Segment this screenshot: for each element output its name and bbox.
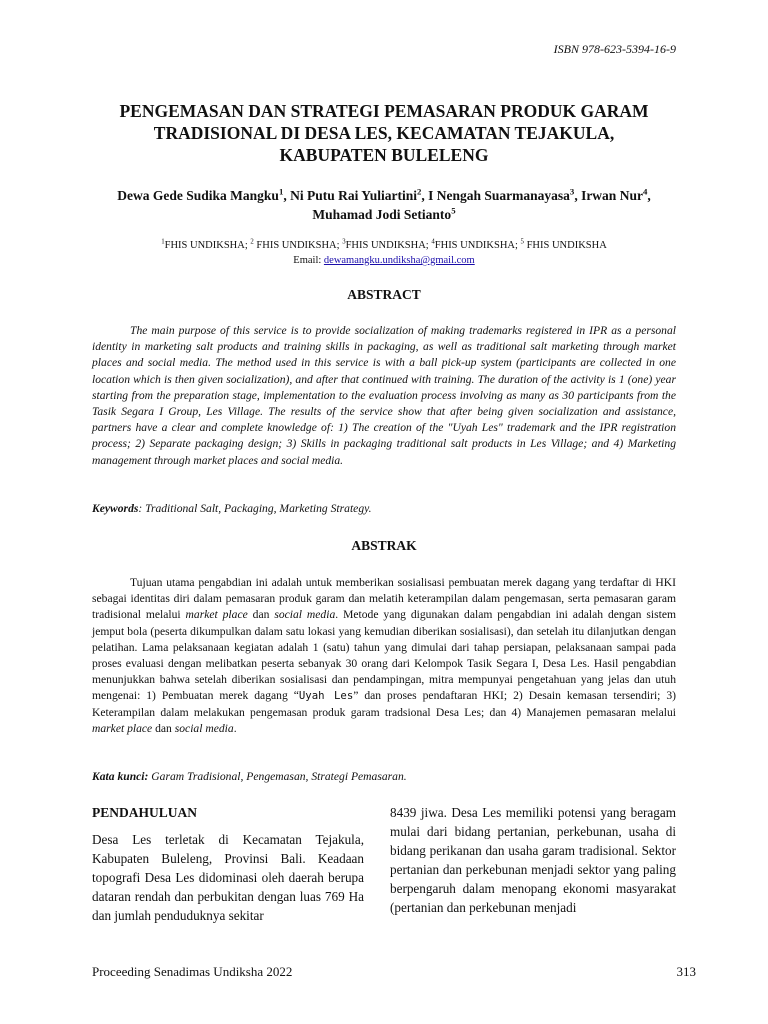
author-name: , Ni Putu Rai Yuliartini [283,188,417,203]
trademark-name: Uyah Les [298,689,354,703]
kata-kunci-line [92,770,676,783]
authors-line-1 [70,186,698,205]
abstrak-segment: Tujuan utama pengabdian ini adalah untuk memberikan sosialisasi pembuatan merek dagang yang terdaftar di HKI sebagai identitas diri dalam pemasaran produk garam dan melatih keterampilan dalam pengemasan, serta pemasaran garam tradisional melalui [92,576,676,622]
author-superscript: 2 [417,186,422,197]
abstrak-segment: ” dan proses pendaftaran HKI; 2) Desain kemasan tersendiri; 3) Keterampilan dalam melakukan pengemasan produk garam tradsional Desa Les; dan 4) Manajemen pemasaran melalui [92,689,677,719]
author-name: Muhamad Jodi Setianto [312,207,452,222]
abstrak-segment: dan [152,721,175,735]
affiliation-superscript: 2 [250,238,254,246]
keywords-text: : Traditional Salt, Packaging, Marketing Strategy. [138,502,372,515]
isbn-header: ISBN 978-623-5394-16-9 [553,42,676,56]
title-line-3: KABUPATEN BULELENG [279,145,489,165]
email-link[interactable]: dewamangku.undiksha@gmail.com [323,255,475,266]
affiliation-text: FHIS UNDIKSHA; [164,240,251,251]
author-name: Dewa Gede Sudika Mangku [117,188,279,203]
abstrak-italic: market place [92,721,153,735]
title-line-2: TRADISIONAL DI DESA LES, KECAMATAN TEJAKULA, [153,123,615,143]
affiliation-text: FHIS UNDIKSHA [523,240,607,251]
affiliation-text: FHIS UNDIKSHA; [253,240,343,251]
paper-title [80,100,688,166]
intro-right-column: 8439 jiwa. Desa Les memiliki potensi yang beragam mulai dari bidang pertanian, perkebunan, usaha di bidang perikanan dan usaha garam tradisional. Sektor pertanian dan perkebunan menjadi sektor yang paling berpengaruh dalam menopang ekonomi masyarakat (pertanian dan perkebunan menjadi [390,805,676,915]
page-number: 313 [676,964,696,979]
affiliation-text: FHIS UNDIKSHA; [345,240,432,251]
author-name: , Irwan Nur [574,188,643,203]
affiliations [70,238,698,268]
authors-line-2 [70,205,698,224]
abstrak-text [92,575,676,737]
abstrak-segment: dan [247,608,275,622]
abstrak-italic: social media [274,608,336,622]
email-line [70,253,698,268]
author-superscript: 4 [642,186,648,197]
affiliation-superscript: 5 [520,238,524,246]
author-superscript: 3 [569,186,575,197]
abstract-heading: ABSTRACT [347,287,421,302]
author-name: , I Nengah Suarmanayasa [421,188,570,203]
affiliation-superscript: 3 [342,238,346,246]
kata-kunci-text: Garam Tradisional, Pengemasan, Strategi Pemasaran. [148,770,407,783]
affiliation-superscript: 4 [431,238,435,246]
abstrak-segment: . Metode yang digunakan dalam pengabdian ini adalah dengan sistem jemput bola (peserta dikumpulkan dalam satu lokasi yang kemudian diberikan sosialisasi), dan setelah itu dilanjutkan dengan pelatihan. Lama pelaksanaan kegiatan adalah 1 (satu) tahun yang dimulai dari tahap persiapan, pelaksanaan sampai pada proses evaluasi dengan melibatkan peserta sebanyak 30 orang dari Kelompok Tasik Segara I, Desa Les. Hasil pengabdian menunjukkan bahwa setelah diberikan sosialisasi dan pendampingan, mitra mempunyai pengetahuan yang jelas dan utuh mengenai: 1) Pembuatan merek dagang “ [92,608,676,703]
email-label: Email: [293,255,324,266]
author-superscript: 5 [451,205,456,216]
abstrak-heading: ABSTRAK [351,538,417,553]
abstract-text: The main purpose of this service is to provide socialization of making trademarks registered in IPR as a personal identity in marketing salt products and training skills in packaging, as well as traditional salt marketing through market places and social media. The method used in this service is with a ball pick-up system (participants are collected in one location which is then given socialization), and after that continued with training. The duration of the activity is 1 (one) year starting from the preparation stage, implementation to the evaluation process involving as many as 30 participants from the Tasik Segara I Group, Les Village. The results of the service show that after being given socialization and assistance, partners have a clear and complete knowledge of: 1) The creation of the "Uyah Les" trademark and the IPR registration process; 2) Separate packaging design; 3) Skills in packaging traditional salt products in Les Village; and 4) Marketing management through market places and social media. [92,324,676,467]
abstrak-segment: . [233,721,237,735]
author-superscript: 1 [278,186,284,197]
author-list [70,186,698,224]
affiliation-text: FHIS UNDIKSHA; [434,240,521,251]
section-heading-pendahuluan: PENDAHULUAN [92,805,198,820]
keywords-line [92,502,676,515]
author-separator: , [647,188,651,203]
keywords-label: Keywords [92,502,139,515]
kata-kunci-label: Kata kunci: [92,770,149,783]
affiliation-line [70,238,698,253]
footer-proceeding: Proceeding Senadimas Undiksha 2022 [92,964,293,979]
abstrak-italic: social media [174,721,234,735]
title-line-1: PENGEMASAN DAN STRATEGI PEMASARAN PRODUK GARAM [119,101,649,121]
affiliation-superscript: 1 [161,238,165,246]
intro-left-column: Desa Les terletak di Kecamatan Tejakula, Kabupaten Buleleng, Provinsi Bali. Keadaan topografi Desa Les didominasi oleh daerah berupa dataran rendah dan perbukitan dengan luas 769 Ha dan jumlah penduduknya sekitar [92,832,364,923]
abstrak-italic: market place [185,608,248,622]
